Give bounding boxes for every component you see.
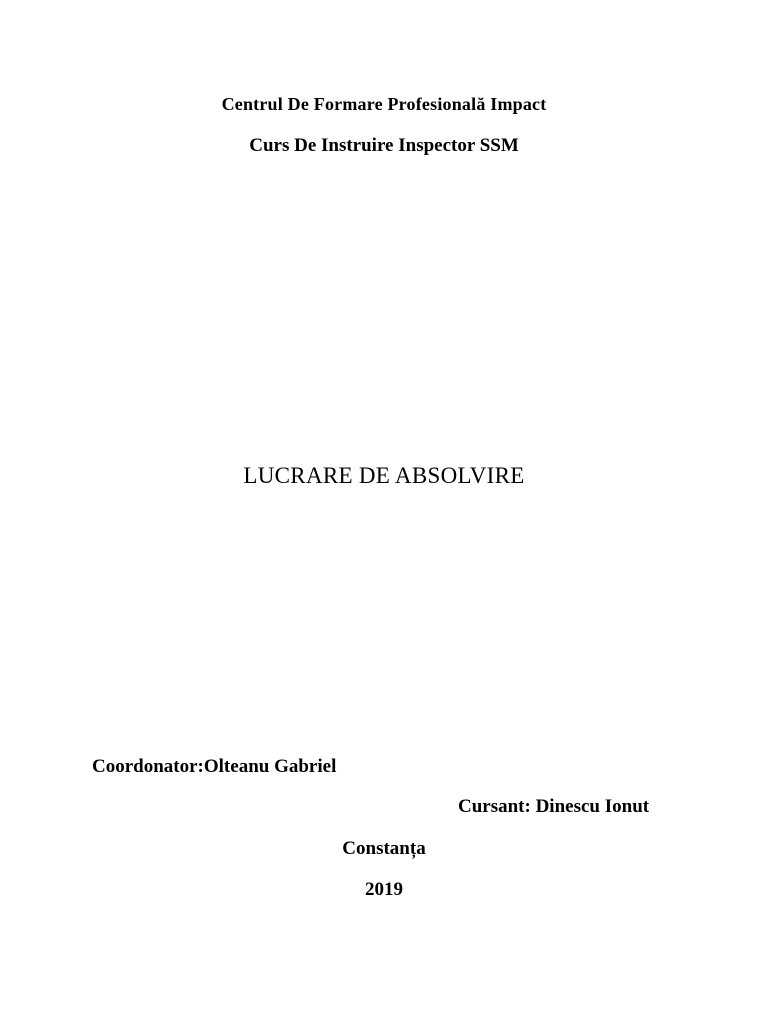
coordinator-name: Coordonator:Olteanu Gabriel (92, 756, 337, 777)
page-title: LUCRARE DE ABSOLVIRE (243, 463, 525, 488)
student-name: Cursant: Dinescu Ionut (458, 796, 650, 817)
course-name: Curs De Instruire Inspector SSM (249, 135, 519, 156)
institution-name: Centrul De Formare Profesională Impact (221, 94, 547, 114)
city-name: Constanța (342, 838, 426, 859)
year: 2019 (365, 879, 403, 900)
